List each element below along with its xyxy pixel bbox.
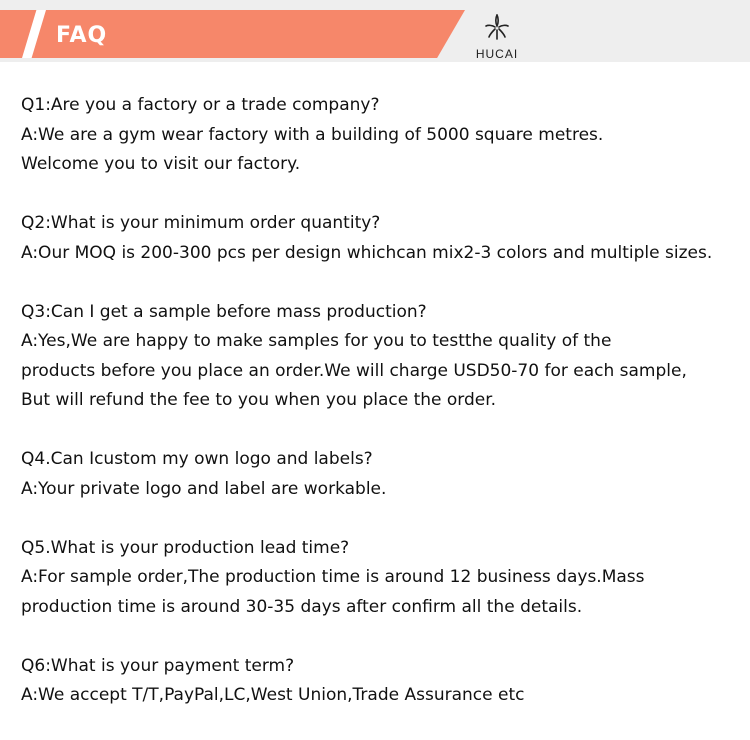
brand-name: HUCAI bbox=[475, 47, 519, 61]
faq-answer-line: A:For sample order,The production time is around 12 business days.Mass bbox=[21, 567, 645, 587]
page-title: FAQ bbox=[56, 23, 108, 48]
faq-item bbox=[21, 298, 741, 416]
faq-answer-line: A:Yes,We are happy to make samples for you to testthe quality of the bbox=[21, 331, 612, 351]
faq-question: Q4.Can Icustom my own logo and labels? bbox=[21, 449, 373, 469]
faq-answer-line: A:We accept T/T,PayPal,LC,West Union,Trade Assurance etc bbox=[21, 685, 525, 705]
faq-question: Q6:What is your payment term? bbox=[21, 655, 295, 676]
faq-item bbox=[21, 209, 741, 268]
faq-item bbox=[21, 91, 741, 180]
faq-item bbox=[21, 652, 741, 711]
faq-answer-line: production time is around 30-35 days after confirm all the details. bbox=[21, 596, 583, 617]
faq-question: Q3:Can I get a sample before mass production? bbox=[21, 301, 427, 322]
faq-question: Q5.What is your production lead time? bbox=[21, 537, 350, 558]
faq-question: Q2:What is your minimum order quantity? bbox=[21, 213, 381, 233]
faq-answer-line: A:Your private logo and label are workable. bbox=[21, 478, 387, 499]
faq-answer-line: A:We are a gym wear factory with a building of 5000 square metres. bbox=[21, 124, 604, 145]
faq-answer-line: products before you place an order.We will charge USD50-70 for each sample, bbox=[21, 360, 687, 381]
faq-answer-line: But will refund the fee to you when you place the order. bbox=[21, 390, 497, 410]
asterisk-flower-icon bbox=[484, 14, 510, 42]
faq-item bbox=[21, 445, 741, 504]
faq-list bbox=[21, 91, 741, 740]
faq-answer-line: Welcome you to visit our factory. bbox=[21, 154, 301, 174]
brand-logo bbox=[474, 14, 520, 64]
faq-item bbox=[21, 534, 741, 623]
faq-question: Q1:Are you a factory or a trade company? bbox=[21, 95, 380, 115]
faq-answer-line: A:Our MOQ is 200-300 pcs per design whichcan mix2-3 colors and multiple sizes. bbox=[21, 242, 713, 263]
